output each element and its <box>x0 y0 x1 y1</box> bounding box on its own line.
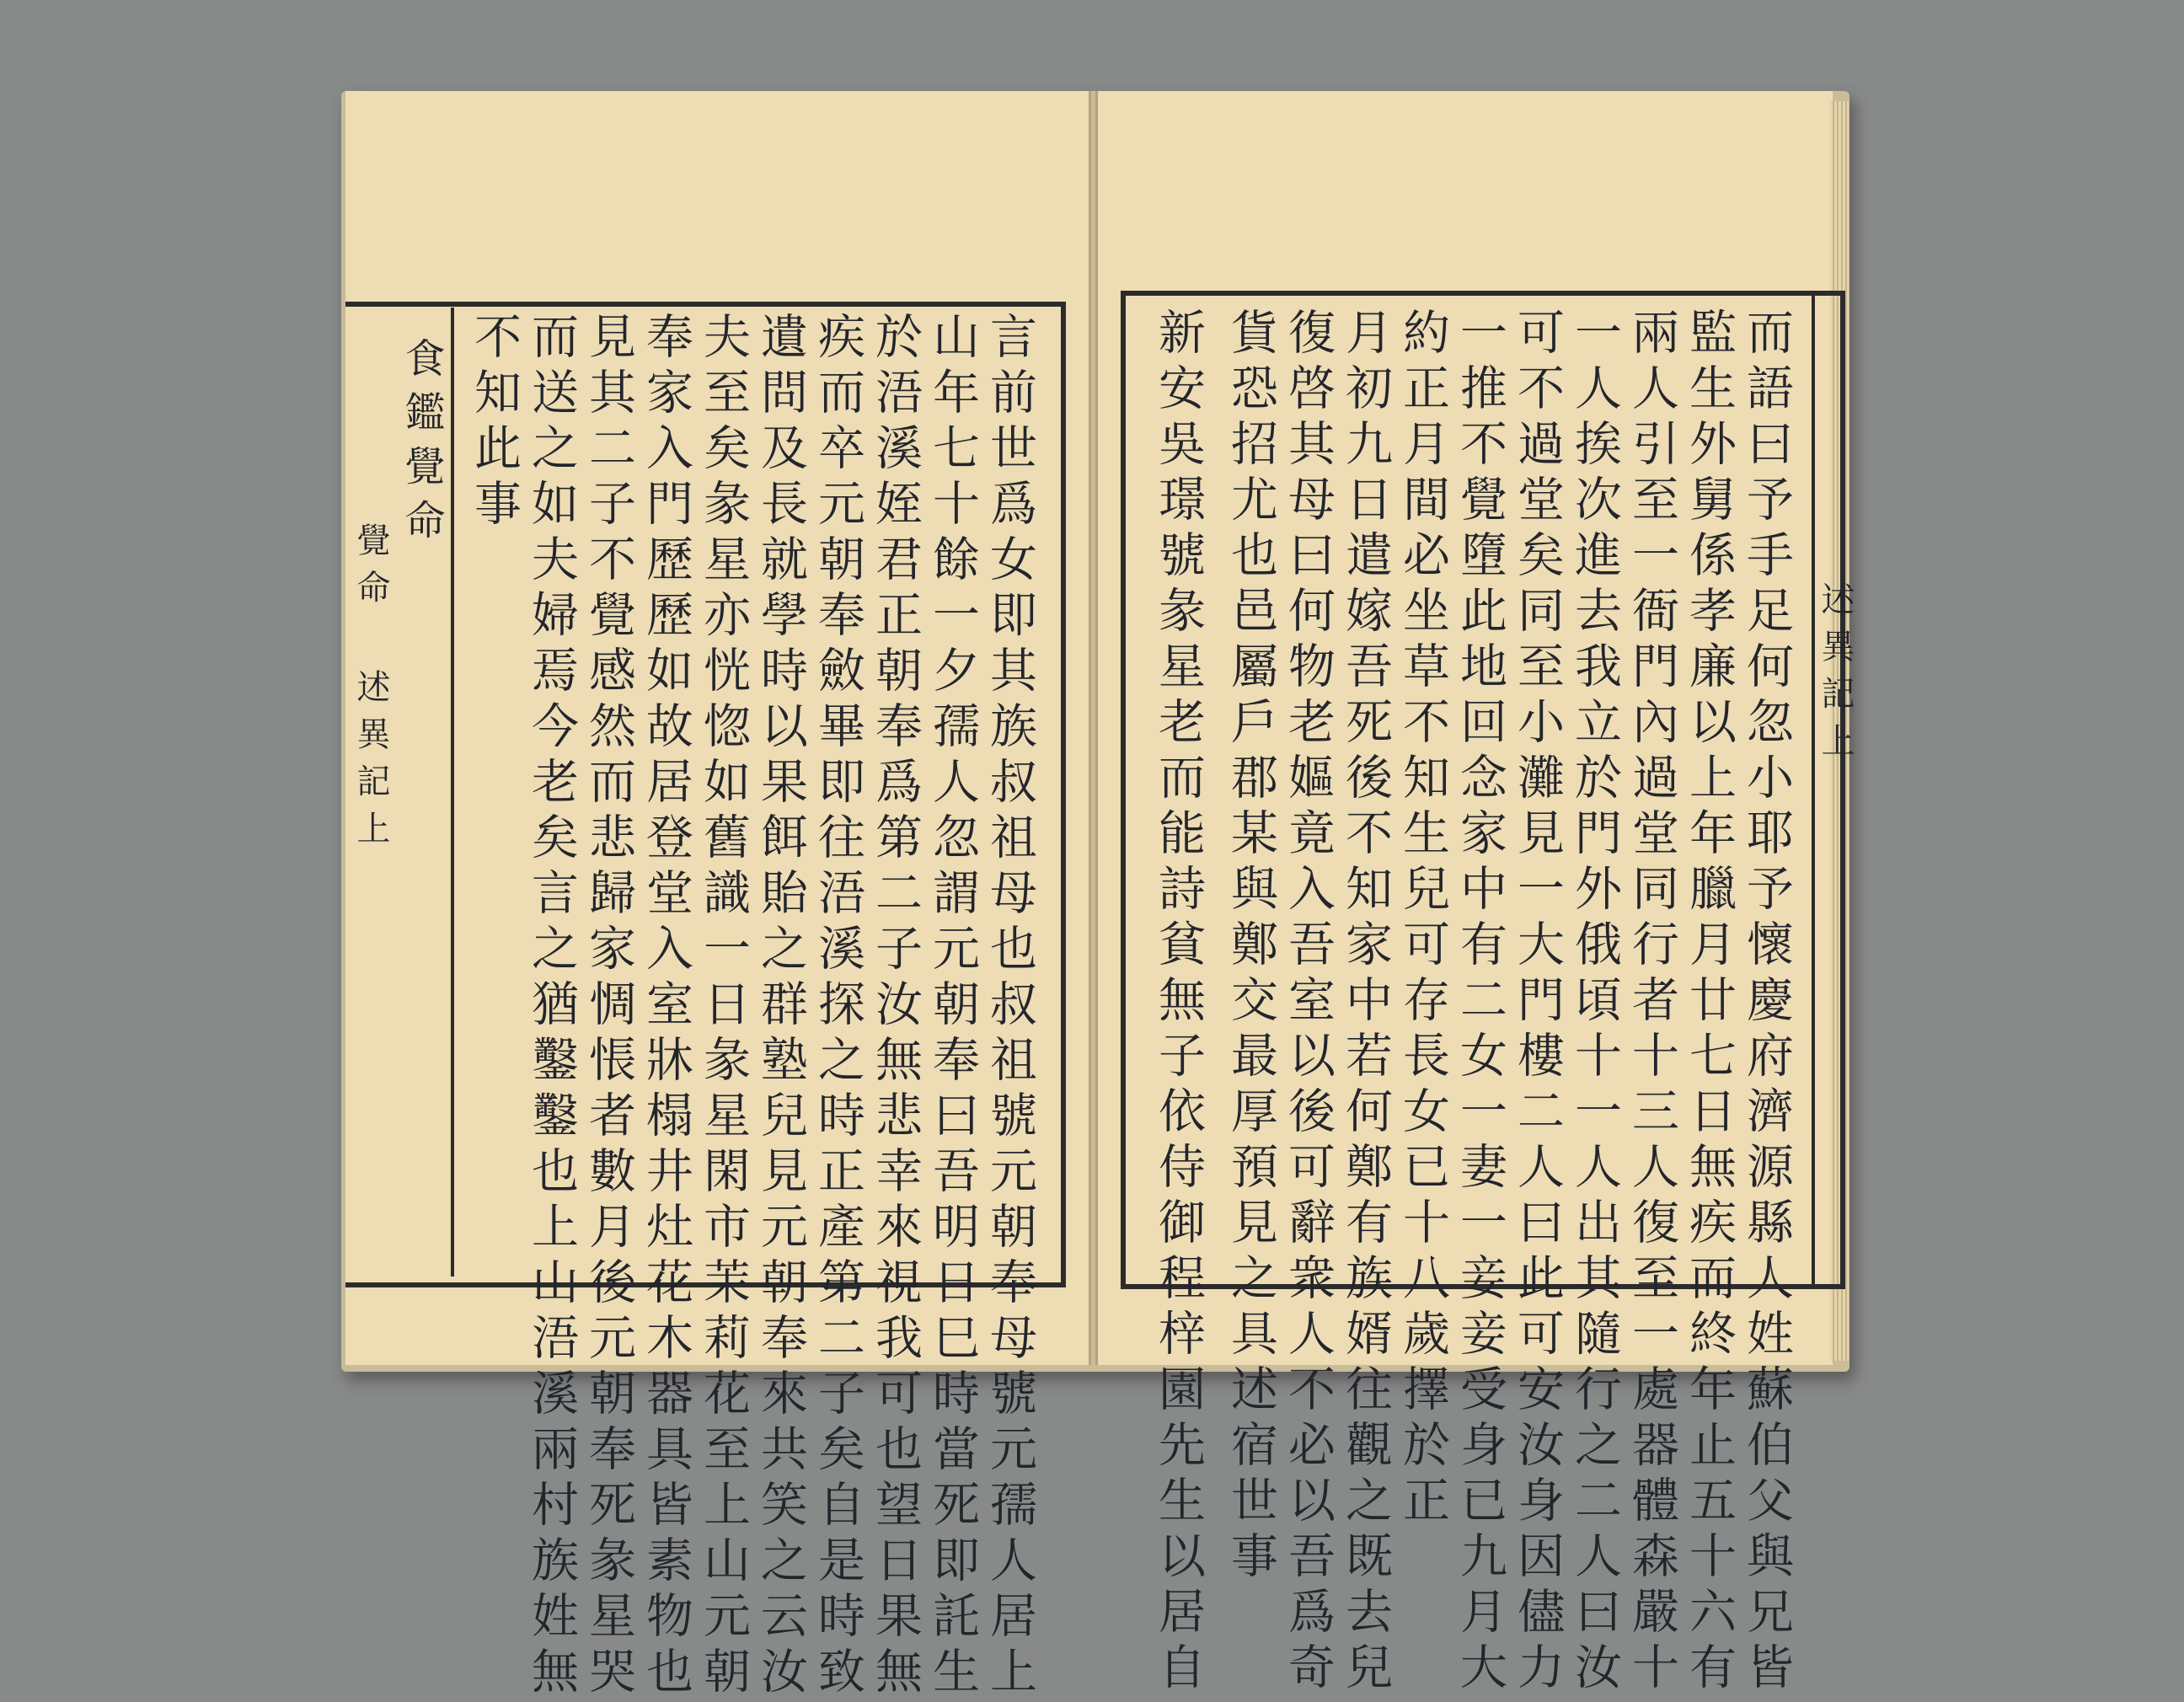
right-fold-margin <box>1812 291 1853 1289</box>
right-col-3: 兩人引至一衙門內過堂同行者十三人復至一處器體森嚴十 <box>1625 308 1679 1698</box>
left-col-1: 言前世爲女即其族叔祖母也叔祖號元朝奉母號元孺人居上 <box>982 312 1037 1702</box>
right-col-5: 可不過堂矣同至小灘見一大門樓二人曰此可安汝身因儘力 <box>1510 308 1565 1698</box>
left-col-6: 夫至矣彖星亦恍惚如舊識一日彖星閑市茉莉花至上山元朝 <box>696 312 751 1702</box>
right-fold-label: 述異記上 <box>1816 581 1855 770</box>
left-col-5: 遺問及長就學時以果餌貽之群塾兒見元朝奉來共笑之云汝 <box>753 312 808 1702</box>
right-col-9: 復啓其母曰何物老嫗竟入吾室以後可辭衆人不必以吾爲奇 <box>1281 308 1336 1698</box>
fold-label: 覺命 述異記上 <box>351 522 390 858</box>
left-col-3: 於浯溪姪君正朝奉爲第二子汝無悲幸來視我可也望日果無 <box>868 312 923 1702</box>
right-col-6: 一推不覺墮此地回念家中有二女一妻一妾妾受身已九月大 <box>1453 308 1507 1698</box>
right-col-10: 貨恐招尤也邑屬戶郡某與鄭交最厚預見之具述宿世事 <box>1223 308 1278 1587</box>
right-col-8: 月初九日遣嫁吾死後不知家中若何鄭有族婿往觀之既去兒 <box>1338 308 1393 1698</box>
left-col-4: 疾而卒元朝奉斂畢即往浯溪探之時正產第二子矣自是時致 <box>811 312 865 1702</box>
right-col-4: 一人挨次進去我立於門外俄頃十一人出其隨行之二人曰汝 <box>1567 308 1622 1698</box>
left-col-7: 奉家入門歷歷如故居登堂入室牀榻井灶花木器具皆素物也 <box>639 312 693 1702</box>
left-col-8: 見其二子不覺感然而悲歸家惆悵者數月後元朝奉死彖星哭 <box>581 312 636 1702</box>
fold-title: 食鑑覺命 <box>398 337 445 553</box>
left-col-10: 不知此事 <box>467 312 522 534</box>
right-col-1: 而語曰予手足何忽小耶予懷慶府濟源縣人姓蘇伯父與兄皆 <box>1739 308 1794 1698</box>
left-col-9: 而送之如夫婦焉今老矣言之猶鑿鑿也上山浯溪兩村族姓無 <box>524 312 579 1702</box>
right-col-7: 約正月間必坐草不知生兒可存長女已十八歲擇於正 <box>1395 308 1450 1531</box>
right-col-2: 監生外舅係孝廉以上年臘月廿七日無疾而終年止五十六有 <box>1682 308 1737 1698</box>
right-col-11: 新安吳璟號彖星老而能詩貧無子依侍御程梓園先生以居自 <box>1151 308 1206 1698</box>
left-col-2: 山年七十餘一夕孺人忽謂元朝奉曰吾明日巳時當死即託生 <box>925 312 980 1702</box>
